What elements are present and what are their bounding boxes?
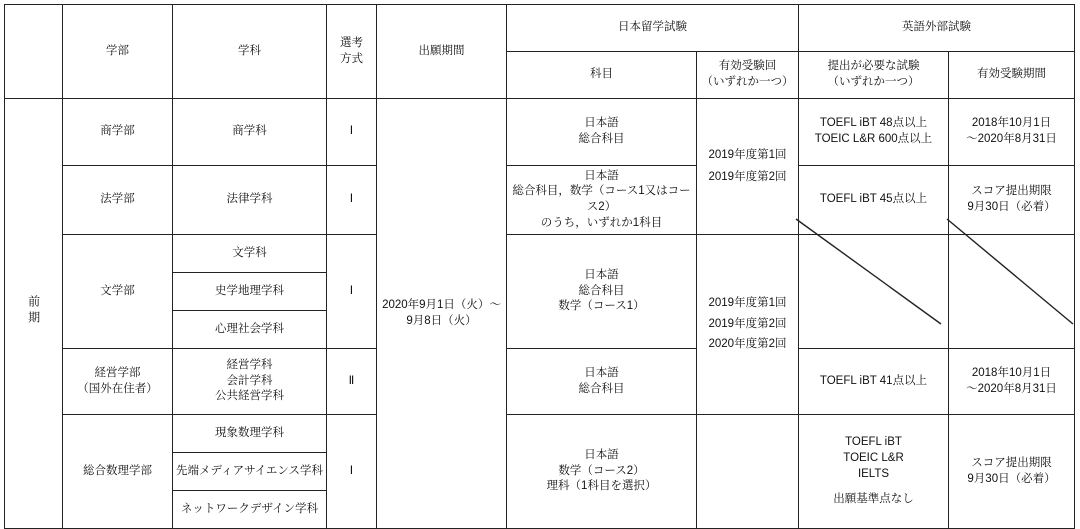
header-english: 英語外部試験 xyxy=(799,5,1075,52)
header-english-required: 提出が必要な試験 （いずれか一つ） xyxy=(799,52,949,99)
header-department: 学科 xyxy=(173,5,327,99)
department-literature-2: 史学地理学科 xyxy=(173,273,327,311)
department-math-1: 現象数理学科 xyxy=(173,415,327,453)
english-period-business: 2018年10月1日 ～2020年8月31日 xyxy=(949,349,1075,415)
faculty-business: 経営学部 （国外在住者） xyxy=(63,349,173,415)
table-row xyxy=(5,99,1076,166)
faculty-literature: 文学部 xyxy=(63,235,173,349)
english-required-law: TOEFL iBT 45点以上 xyxy=(799,166,949,235)
eju-subjects-commerce: 日本語 総合科目 xyxy=(507,99,697,166)
header-corner xyxy=(5,5,63,99)
faculty-commerce: 商学部 xyxy=(63,99,173,166)
selection-literature: Ⅰ xyxy=(327,235,377,349)
header-selection-method: 選考 方式 xyxy=(327,5,377,99)
table-row xyxy=(5,166,1076,235)
header-eju-valid-sessions: 有効受験回 （いずれか一つ） xyxy=(697,52,799,99)
header-eju: 日本留学試験 xyxy=(507,5,799,52)
eju-subjects-math: 日本語 数学（コース2） 理科（1科目を選択） xyxy=(507,415,697,529)
table-row xyxy=(5,415,1076,453)
department-literature-1: 文学科 xyxy=(173,235,327,273)
eju-subjects-business: 日本語 総合科目 xyxy=(507,349,697,415)
english-period-law: スコア提出期限 9月30日（必着） xyxy=(949,166,1075,235)
header-application-period: 出願期間 xyxy=(377,5,507,99)
eju-sessions-commerce: 2019年度第1回 2019年度第2回 xyxy=(697,99,799,235)
english-period-math: スコア提出期限 9月30日（必着） xyxy=(949,415,1075,529)
english-required-commerce: TOEFL iBT 48点以上 TOEIC L&R 600点以上 xyxy=(799,99,949,166)
application-period-value: 2020年9月1日（火）～9月8日（火） xyxy=(377,99,507,529)
faculty-law: 法学部 xyxy=(63,166,173,235)
header-eju-subjects: 科目 xyxy=(507,52,697,99)
english-period-literature-blank xyxy=(949,235,1075,349)
header-row-1 xyxy=(5,5,1076,52)
eju-subjects-law: 日本語 総合科目，数学（コース1又はコース2） のうち，いずれか1科目 xyxy=(507,166,697,235)
english-period-commerce: 2018年10月1日 ～2020年8月31日 xyxy=(949,99,1075,166)
english-required-literature-blank xyxy=(799,235,949,349)
term-label: 前期 xyxy=(26,294,41,327)
selection-business: Ⅱ xyxy=(327,349,377,415)
faculty-math: 総合数理学部 xyxy=(63,415,173,529)
header-faculty: 学部 xyxy=(63,5,173,99)
term-label-cell xyxy=(5,99,63,529)
selection-math: Ⅰ xyxy=(327,415,377,529)
department-business: 経営学科 会計学科 公共経営学科 xyxy=(173,349,327,415)
eju-sessions-shared: 2019年度第1回 2019年度第2回 2020年度第2回 xyxy=(697,235,799,415)
department-law: 法律学科 xyxy=(173,166,327,235)
department-commerce: 商学科 xyxy=(173,99,327,166)
english-required-math: TOEFL iBT TOEIC L&R IELTS 出願基準点なし xyxy=(799,415,949,529)
english-required-business: TOEFL iBT 41点以上 xyxy=(799,349,949,415)
eju-sessions-math-blank xyxy=(697,415,799,529)
department-literature-3: 心理社会学科 xyxy=(173,311,327,349)
department-math-2: 先端メディアサイエンス学科 xyxy=(173,453,327,491)
header-english-valid-period: 有効受験期間 xyxy=(949,52,1075,99)
table-row xyxy=(5,235,1076,273)
selection-law: Ⅰ xyxy=(327,166,377,235)
selection-commerce: Ⅰ xyxy=(327,99,377,166)
department-math-3: ネットワークデザイン学科 xyxy=(173,491,327,529)
eju-subjects-literature: 日本語 総合科目 数学（コース1） xyxy=(507,235,697,349)
admissions-table xyxy=(4,4,1076,529)
